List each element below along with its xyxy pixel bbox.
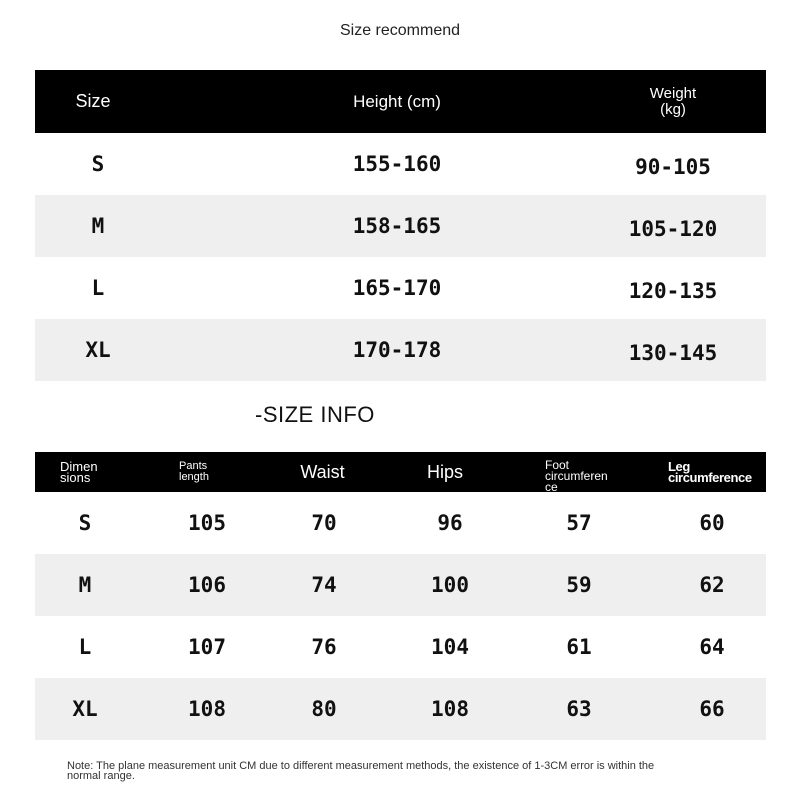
- size-cell: L: [91, 276, 105, 300]
- hips-cell: 100: [431, 573, 469, 597]
- size-recommend-table: [35, 70, 766, 381]
- leg-circumference-cell: 60: [699, 511, 725, 535]
- foot-circumference-cell: 61: [566, 635, 592, 659]
- header-dimensions-line2: sions: [60, 470, 91, 485]
- header-leg-circumference: [668, 452, 766, 492]
- table-row: [35, 133, 766, 195]
- table-row: [35, 257, 766, 319]
- recommend-header-row: [35, 70, 766, 133]
- pants-length-cell: 106: [188, 573, 226, 597]
- table-row: [35, 195, 766, 257]
- height-cell: 170-178: [352, 338, 442, 362]
- size-cell: S: [78, 511, 92, 535]
- size-cell: L: [78, 635, 92, 659]
- weight-cell: 105-120: [628, 217, 718, 241]
- height-cell: 155-160: [352, 152, 442, 176]
- weight-cell: 120-135: [628, 279, 718, 303]
- height-cell: 158-165: [352, 214, 442, 238]
- header-foot-line3: ce: [545, 479, 558, 494]
- header-leg-line1: Leg: [668, 459, 690, 474]
- waist-cell: 74: [311, 573, 337, 597]
- header-foot-circumference: [545, 452, 625, 492]
- header-dimensions: [60, 452, 140, 492]
- waist-cell: 80: [311, 697, 337, 721]
- waist-cell: 76: [311, 635, 337, 659]
- table-row: [35, 616, 766, 678]
- header-weight-line1: Weight: [649, 84, 697, 102]
- hips-cell: 104: [431, 635, 469, 659]
- page-title: Size recommend: [339, 22, 461, 39]
- size-info-table: [35, 452, 766, 740]
- pants-length-cell: 105: [188, 511, 226, 535]
- size-info-title: -SIZE INFO: [255, 402, 375, 427]
- header-height: Height (cm): [353, 91, 441, 111]
- leg-circumference-cell: 64: [699, 635, 725, 659]
- pants-length-cell: 108: [188, 697, 226, 721]
- waist-cell: 70: [311, 511, 337, 535]
- size-cell: M: [91, 214, 105, 238]
- header-weight: [595, 70, 751, 133]
- header-weight-line2: (kg): [660, 100, 686, 118]
- table-row: [35, 678, 766, 740]
- info-header-row: [35, 452, 766, 492]
- size-cell: M: [78, 573, 92, 597]
- foot-circumference-cell: 57: [566, 511, 592, 535]
- header-hips: Hips: [426, 461, 463, 482]
- header-pants-length: [179, 452, 249, 492]
- leg-circumference-cell: 62: [699, 573, 725, 597]
- weight-cell: 90-105: [635, 155, 711, 179]
- size-cell: XL: [72, 697, 98, 721]
- header-pants-line1: Pants: [179, 460, 208, 472]
- header-leg-line2: circumference: [668, 470, 752, 485]
- table-row: [35, 554, 766, 616]
- header-foot-line2: circumferen: [545, 468, 608, 483]
- header-dimensions-line1: Dimen: [60, 459, 98, 474]
- size-cell: S: [91, 152, 105, 176]
- height-cell: 165-170: [352, 276, 442, 300]
- leg-circumference-cell: 66: [699, 697, 725, 721]
- table-row: [35, 492, 766, 554]
- header-waist: Waist: [300, 461, 345, 482]
- hips-cell: 108: [431, 697, 469, 721]
- table-row: [35, 319, 766, 381]
- hips-cell: 96: [437, 511, 463, 535]
- header-size: Size: [75, 91, 111, 111]
- header-foot-line1: Foot: [545, 457, 570, 472]
- size-cell: XL: [85, 338, 111, 362]
- measurement-note: Note: The plane measurement unit CM due to different measurement methods, the existence of 1-3CM error is within the normal range.: [67, 760, 655, 782]
- foot-circumference-cell: 59: [566, 573, 592, 597]
- weight-cell: 130-145: [628, 341, 718, 365]
- foot-circumference-cell: 63: [566, 697, 592, 721]
- header-pants-line2: length: [179, 471, 209, 483]
- pants-length-cell: 107: [188, 635, 226, 659]
